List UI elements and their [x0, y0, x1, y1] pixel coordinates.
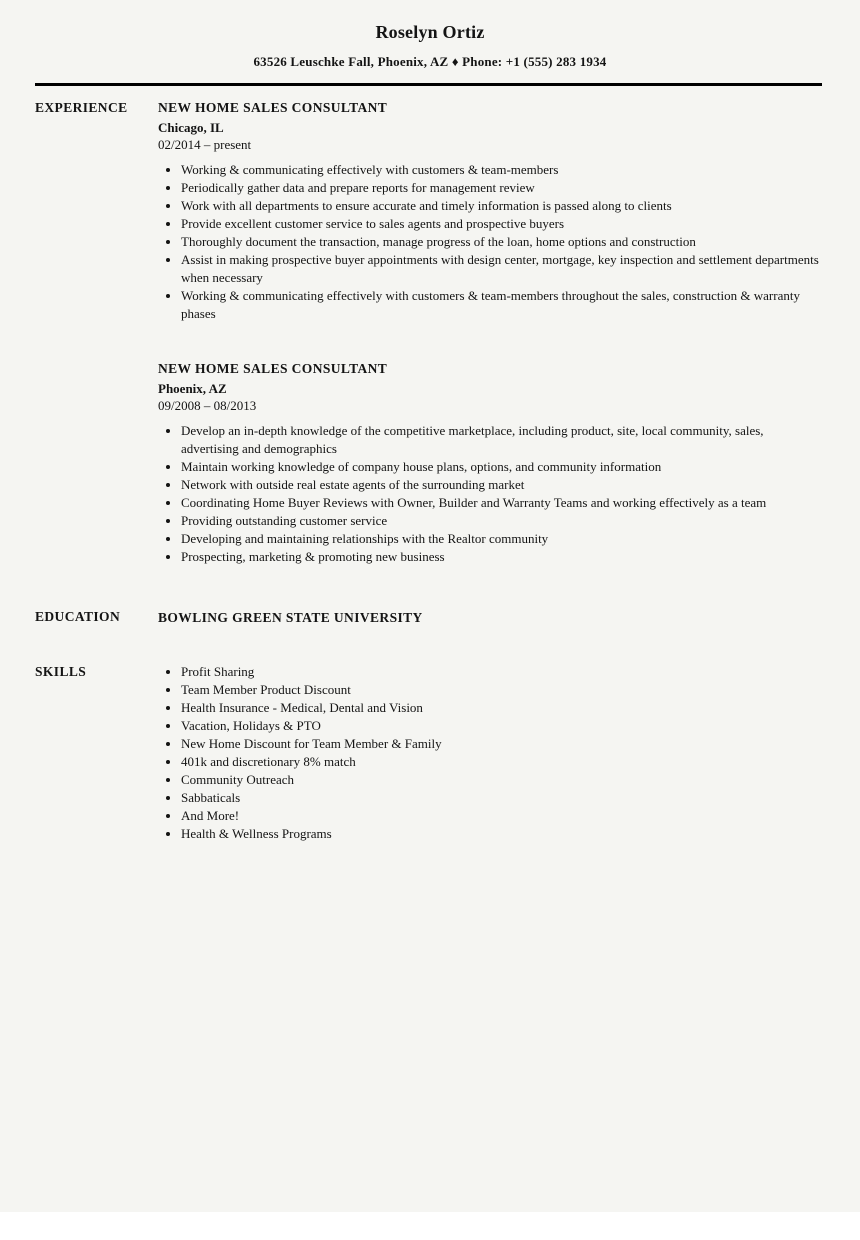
education-content: [158, 608, 822, 627]
job-dates: 02/2014 – present: [158, 137, 252, 152]
bullet-item: • Developing and maintaining relationships with the Realtor community: [181, 530, 822, 548]
experience-section-label: EXPERIENCE: [35, 100, 128, 115]
skill-item: • And More!: [181, 807, 822, 825]
job-title: NEW HOME SALES CONSULTANT: [158, 100, 388, 115]
skill-item: • New Home Discount for Team Member & Family: [181, 735, 822, 753]
skill-item: • Vacation, Holidays & PTO: [181, 717, 822, 735]
job-entry: [158, 99, 822, 323]
bullet-item: • Working & communicating effectively with customers & team-members throughout the sales, construction & warranty phases: [181, 287, 822, 323]
skill-item: • 401k and discretionary 8% match: [181, 753, 822, 771]
bullet-item: • Thoroughly document the transaction, manage progress of the loan, home options and construction: [181, 233, 822, 251]
skill-item: • Sabbaticals: [181, 789, 822, 807]
bullet-item: • Prospecting, marketing & promoting new business: [181, 548, 822, 566]
bottom-page-margin: [0, 1212, 860, 1240]
experience-content: [158, 99, 822, 566]
bullet-item: • Working & communicating effectively with customers & team-members: [181, 161, 822, 179]
school-name: BOWLING GREEN STATE UNIVERSITY: [158, 610, 423, 625]
skill-item: • Profit Sharing: [181, 663, 822, 681]
job-entry: [158, 360, 822, 566]
skill-item: • Team Member Product Discount: [181, 681, 822, 699]
skills-list: [158, 663, 822, 843]
skill-item: • Health Insurance - Medical, Dental and Vision: [181, 699, 822, 717]
job-bullet-list: [158, 422, 822, 566]
education-section: [35, 608, 822, 627]
person-name: Roselyn Ortiz: [375, 22, 485, 42]
skills-section-label: SKILLS: [35, 664, 87, 679]
skill-item: • Health & Wellness Programs: [181, 825, 822, 843]
resume-header: [0, 0, 860, 70]
job-location: Phoenix, AZ: [158, 381, 227, 396]
bullet-item: • Assist in making prospective buyer appointments with design center, mortgage, key inspection and settlement departments when necessary: [181, 251, 822, 287]
skills-content: [158, 663, 822, 843]
resume-body: [0, 86, 860, 843]
job-bullet-list: [158, 161, 822, 323]
bullet-item: • Develop an in-depth knowledge of the competitive marketplace, including product, site, local community, sales, advertising and demographics: [181, 422, 822, 458]
education-section-label: EDUCATION: [35, 609, 121, 624]
bullet-item: • Coordinating Home Buyer Reviews with Owner, Builder and Warranty Teams and working effectively as a team: [181, 494, 822, 512]
bullet-item: • Network with outside real estate agents of the surrounding market: [181, 476, 822, 494]
bullet-item: • Maintain working knowledge of company house plans, options, and community information: [181, 458, 822, 476]
bullet-item: • Providing outstanding customer service: [181, 512, 822, 530]
bullet-item: • Periodically gather data and prepare reports for management review: [181, 179, 822, 197]
bullet-item: • Work with all departments to ensure accurate and timely information is passed along to clients: [181, 197, 822, 215]
skills-section: [35, 663, 822, 843]
contact-line: 63526 Leuschke Fall, Phoenix, AZ ♦ Phone: +1 (555) 283 1934: [253, 54, 607, 69]
job-title: NEW HOME SALES CONSULTANT: [158, 361, 388, 376]
skill-item: • Community Outreach: [181, 771, 822, 789]
job-location: Chicago, IL: [158, 120, 224, 135]
experience-section: [35, 99, 822, 566]
bullet-item: • Provide excellent customer service to sales agents and prospective buyers: [181, 215, 822, 233]
job-dates: 09/2008 – 08/2013: [158, 398, 257, 413]
